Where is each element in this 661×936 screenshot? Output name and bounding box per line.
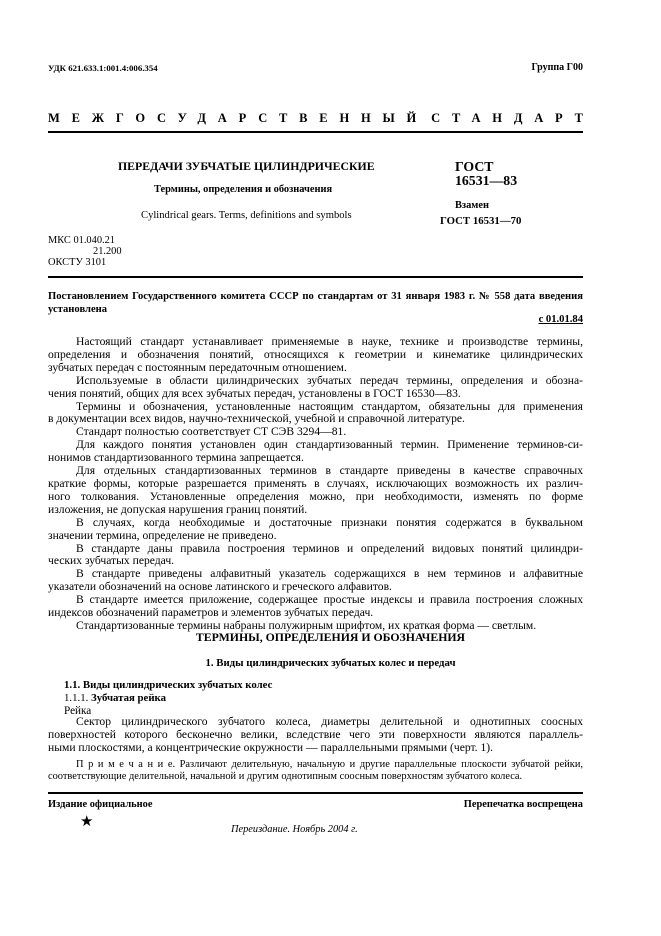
intro-line: Стандарт полностью соответствует СТ СЭВ 3294—81. — [76, 425, 347, 439]
note-line: П р и м е ч а н и е. Различают делительную, начальную и другие параллельные плоскости зубчатой рейки, — [76, 759, 583, 770]
term-1-1-heading: 1.1. Виды цилиндрических зубчатых колес — [64, 679, 273, 691]
intro-line: краткие формы, которые разрешается применять в случаях, исключающих возможность их различ- — [48, 476, 583, 490]
note-text — [48, 759, 583, 784]
reprint-forbidden: Перепечатка воспрещена — [463, 799, 583, 810]
mks-code: МКС 01.040.21 — [48, 235, 116, 246]
term-definition — [48, 716, 583, 755]
intro-line: нонимов стандартизованного термина запрещается. — [48, 451, 304, 465]
reissue-note: Переиздание. Ноябрь 2004 г. — [231, 824, 358, 835]
intro-line: В стандарте имеется приложение, содержащее простые индексы и правила построения сложных — [76, 593, 583, 607]
intro-line: индексов обозначений параметров и элементов зубчатых передач. — [48, 606, 374, 620]
doc-subtitle: Термины, определения и обозначения — [154, 184, 333, 195]
intro-line: значении термина, определение не приведено. — [48, 528, 277, 542]
intro-line: Для отдельных стандартизованных терминов в стандарте приведены в качестве справочных — [76, 464, 583, 478]
banner-word-1: МЕЖГОСУДАРСТВЕННЫЙ — [48, 111, 429, 125]
intro-line: В случаях, когда необходимые и достаточные признаки понятия содержатся в буквальном — [76, 515, 583, 529]
group-code: Группа Г00 — [531, 62, 583, 73]
gost-number: 16531—83 — [455, 173, 518, 188]
resolution-text: Постановлением Государственного комитета СССР по стандартам от 31 января 1983 г. № 558 дата введения установлена — [48, 291, 583, 315]
banner-word-2: СТАНДАРТ — [431, 111, 595, 125]
gost-label: ГОСТ — [455, 159, 494, 174]
replaces-label: Взамен — [455, 200, 489, 211]
standard-banner — [48, 111, 595, 126]
definition-line: поверхностей которого бесконечно велики, вследствие чего эти поверхности являются параллель- — [48, 727, 583, 741]
star-icon: ★ — [80, 814, 94, 830]
udc-code: УДК 621.633.1:001.4:006.354 — [48, 63, 158, 73]
term-1-1-1-heading: 1.1.1. Зубчатая рейка — [64, 692, 166, 704]
intro-line: В стандарте приведены алфавитный указатель содержащихся в нем терминов и алфавитные — [76, 567, 583, 581]
definition-line: Сектор цилиндрического зубчатого колеса, диаметры делительной и однотипных соосных — [76, 715, 583, 728]
doc-title: ПЕРЕДАЧИ ЗУБЧАТЫЕ ЦИЛИНДРИЧЕСКИЕ — [118, 159, 375, 173]
intro-text — [48, 336, 583, 633]
okstu-code: ОКСТУ 3101 — [48, 257, 107, 268]
effective-date: с 01.01.84 — [538, 314, 583, 325]
replaces-number: ГОСТ 16531—70 — [440, 215, 522, 227]
intro-line: в документации всех видов, научно-технической, учебной и справочной литературе. — [48, 412, 465, 426]
mks-code-2: 21.200 — [93, 246, 122, 257]
intro-line: ного толкования. Установленные определения можно, при необходимости, изменять по форме — [48, 489, 583, 503]
intro-line: определения и обозначения понятий, относящихся к геометрии и кинематике цилиндрических — [48, 347, 583, 361]
definition-line: ными плоскостями, а концентрические окружности — параллельными прямыми (черт. 1). — [48, 740, 494, 754]
intro-line: изложения, не допуская нарушения границ понятий. — [48, 502, 308, 516]
intro-line: Для каждого понятия установлен один стандартизованный термин. Применение терминов-си- — [76, 438, 583, 452]
subsection-heading: 1. Виды цилиндрических зубчатых колес и передач — [205, 657, 456, 669]
intro-line: Используемые в области цилиндрических зубчатых передач термины, определения и обозна- — [76, 373, 583, 387]
intro-line: Настоящий стандарт устанавливает применяемые в науке, технике и производстве термины, — [76, 335, 583, 348]
note-line: соответствующие делительной, начальной и другим однотипным соосным поверхностям зубчатого колеса. — [48, 771, 523, 783]
intro-line: В стандарте даны правила построения терминов и определений видовых понятий цилиндри- — [76, 541, 583, 555]
intro-line: Термины и обозначения, установленные настоящим стандартом, обязательны для применения — [76, 399, 583, 413]
intro-line: ческих зубчатых передач. — [48, 554, 175, 568]
intro-line: Стандартизованные термины набраны полужирным шрифтом, их краткая форма — светлым. — [76, 618, 537, 632]
footer-rule — [48, 792, 583, 794]
term-short-form: Рейка — [64, 705, 92, 717]
official-edition: Издание официальное — [48, 799, 153, 810]
intro-line: указатели обозначений на основе латинского и греческого алфавитов. — [48, 580, 392, 594]
codes-rule — [48, 276, 583, 278]
intro-line: чения понятий, общих для всех зубчатых передач, установлены в ГОСТ 16530—83. — [48, 386, 461, 400]
doc-title-english: Cylindrical gears. Terms, definitions and symbols — [141, 210, 352, 221]
intro-line: зубчатых передач с постоянным передаточным отношением. — [48, 360, 347, 374]
section-heading: ТЕРМИНЫ, ОПРЕДЕЛЕНИЯ И ОБОЗНАЧЕНИЯ — [195, 630, 466, 644]
banner-rule — [48, 131, 583, 133]
